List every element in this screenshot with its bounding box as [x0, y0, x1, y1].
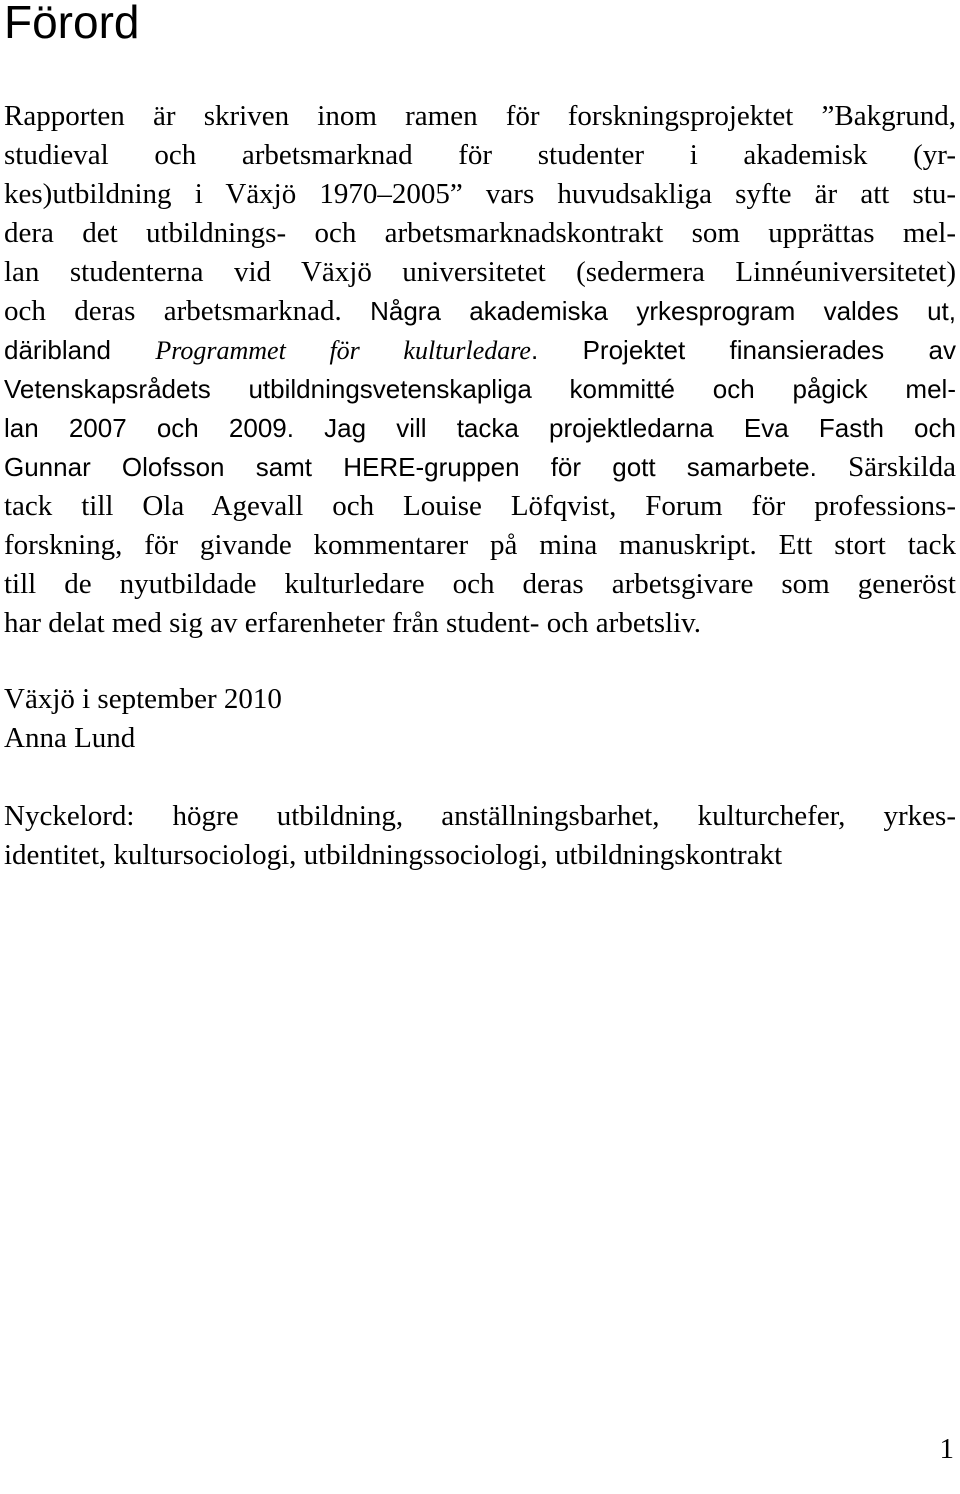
preface-paragraph — [4, 97, 956, 643]
signature-block — [4, 680, 956, 758]
keywords-line: Nyckelord: högre utbildning, anställningsbarhet, kulturchefer, yrkes- — [4, 800, 956, 832]
preface-line: har delat med sig av erfarenheter från student- och arbetsliv. — [4, 607, 702, 639]
page-title: Förord — [4, 0, 140, 48]
preface-line: Vetenskapsrådets utbildningsvetenskapliga kommitté och pågick mel- — [4, 374, 956, 404]
preface-line: lan studenterna vid Växjö universitetet (sedermera Linnéuniversitetet) — [4, 256, 956, 288]
preface-line: däribland Programmet för kulturledare. Projektet finansierades av — [4, 335, 956, 365]
keywords-line: identitet, kultursociologi, utbildningssociologi, utbildningskontrakt — [4, 839, 783, 871]
preface-line: forskning, för givande kommentarer på mina manuskript. Ett stort tack — [4, 529, 956, 561]
keywords-block — [4, 797, 956, 875]
place-date: Växjö i september 2010 — [4, 683, 282, 715]
author-name: Anna Lund — [4, 722, 136, 754]
preface-line: studieval och arbetsmarknad för studenter i akademisk (yr- — [4, 139, 956, 171]
preface-line: och deras arbetsmarknad. Några akademiska yrkesprogram valdes ut, — [4, 295, 956, 327]
preface-line: lan 2007 och 2009. Jag vill tacka projektledarna Eva Fasth och — [4, 413, 956, 443]
program-name: Programmet för kulturledare — [155, 336, 531, 365]
preface-line: dera det utbildnings- och arbetsmarknadskontrakt som upprättas mel- — [4, 217, 956, 249]
preface-line: kes)utbildning i Växjö 1970–2005” vars huvudsakliga syfte är att stu- — [4, 178, 956, 210]
preface-line: Gunnar Olofsson samt HERE-gruppen för gott samarbete. Särskilda — [4, 451, 957, 483]
preface-line: Rapporten är skriven inom ramen för forskningsprojektet ”Bakgrund, — [4, 100, 956, 132]
preface-line: till de nyutbildade kulturledare och deras arbetsgivare som generöst — [4, 568, 956, 600]
preface-line: tack till Ola Agevall och Louise Löfqvist, Forum för professions- — [4, 490, 956, 522]
page-number: 1 — [939, 1433, 954, 1465]
